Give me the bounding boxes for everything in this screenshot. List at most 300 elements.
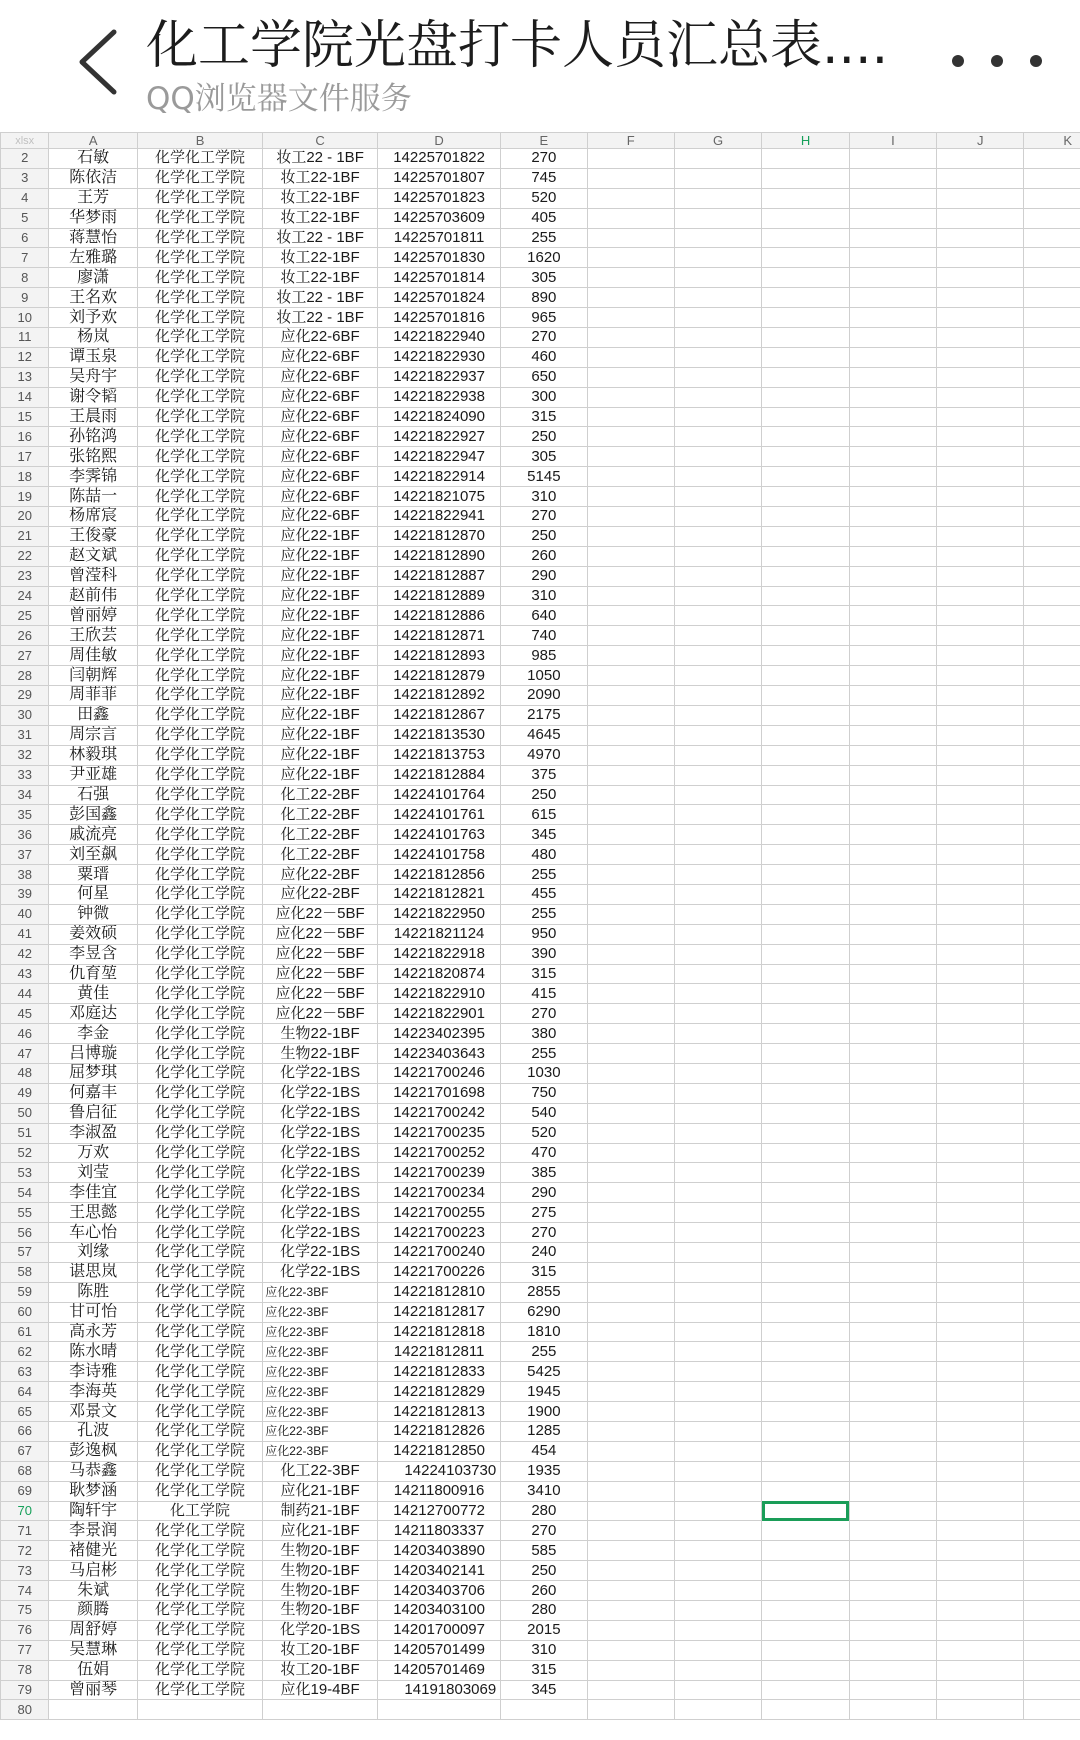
empty-cell[interactable] — [762, 1342, 849, 1362]
empty-cell[interactable] — [587, 188, 674, 208]
row-number[interactable]: 6 — [1, 228, 49, 248]
empty-cell[interactable] — [674, 1461, 761, 1481]
empty-cell[interactable] — [762, 447, 849, 467]
cell-class[interactable]: 妆工22-1BF — [263, 168, 378, 188]
cell-college[interactable]: 化学化工学院 — [137, 626, 262, 646]
cell-class[interactable]: 妆工22-1BF — [263, 188, 378, 208]
empty-cell[interactable] — [587, 944, 674, 964]
cell-college[interactable]: 化学化工学院 — [137, 1302, 262, 1322]
empty-cell[interactable] — [849, 347, 936, 367]
empty-cell[interactable] — [762, 1103, 849, 1123]
cell-name[interactable]: 田鑫 — [49, 705, 137, 725]
empty-cell[interactable] — [937, 1044, 1024, 1064]
cell-value[interactable]: 290 — [501, 1183, 587, 1203]
empty-cell[interactable] — [937, 805, 1024, 825]
empty-cell[interactable] — [587, 1581, 674, 1601]
empty-cell[interactable] — [849, 1223, 936, 1243]
cell-student-id[interactable]: 14221820874 — [377, 964, 500, 984]
empty-cell[interactable] — [1024, 1242, 1080, 1262]
empty-cell[interactable] — [762, 745, 849, 765]
empty-cell[interactable] — [587, 1501, 674, 1521]
cell-name[interactable]: 屈梦琪 — [49, 1063, 137, 1083]
cell-student-id[interactable]: 14221812870 — [377, 526, 500, 546]
cell-name[interactable]: 赵文斌 — [49, 546, 137, 566]
column-header[interactable]: K — [1024, 133, 1080, 149]
cell-value[interactable]: 520 — [501, 188, 587, 208]
cell-value[interactable]: 250 — [501, 1561, 587, 1581]
cell-college[interactable]: 化学化工学院 — [137, 1342, 262, 1362]
row-number[interactable]: 42 — [1, 944, 49, 964]
cell-class[interactable]: 应化22-1BF — [263, 606, 378, 626]
cell-student-id[interactable]: 14221822927 — [377, 427, 500, 447]
empty-cell[interactable] — [849, 646, 936, 666]
empty-cell[interactable] — [937, 845, 1024, 865]
cell-class[interactable]: 妆工22 - 1BF — [263, 149, 378, 169]
empty-cell[interactable] — [937, 1242, 1024, 1262]
cell-student-id[interactable]: 14221700235 — [377, 1123, 500, 1143]
cell-college[interactable]: 化学化工学院 — [137, 1481, 262, 1501]
empty-cell[interactable] — [849, 1024, 936, 1044]
column-header[interactable]: A — [49, 133, 137, 149]
cell-student-id[interactable]: 14205701469 — [377, 1660, 500, 1680]
cell-student-id[interactable]: 14221812821 — [377, 884, 500, 904]
empty-cell[interactable] — [587, 1103, 674, 1123]
empty-cell[interactable] — [1024, 208, 1080, 228]
cell-college[interactable]: 化学化工学院 — [137, 1163, 262, 1183]
cell-name[interactable]: 林毅琪 — [49, 745, 137, 765]
cell-name[interactable]: 姜效硕 — [49, 924, 137, 944]
cell-student-id[interactable]: 14225701814 — [377, 268, 500, 288]
cell-student-id[interactable]: 14221821124 — [377, 924, 500, 944]
empty-cell[interactable] — [762, 646, 849, 666]
empty-cell[interactable] — [937, 1620, 1024, 1640]
empty-cell[interactable] — [587, 467, 674, 487]
cell-class[interactable]: 应化22-6BF — [263, 507, 378, 527]
cell-college[interactable]: 化学化工学院 — [137, 1004, 262, 1024]
cell-student-id[interactable]: 14221812886 — [377, 606, 500, 626]
cell-value[interactable]: 585 — [501, 1541, 587, 1561]
cell-name[interactable]: 邓庭达 — [49, 1004, 137, 1024]
empty-cell[interactable] — [762, 1660, 849, 1680]
empty-cell[interactable] — [849, 1183, 936, 1203]
empty-cell[interactable] — [674, 845, 761, 865]
cell-value[interactable]: 270 — [501, 1521, 587, 1541]
cell-value[interactable]: 280 — [501, 1501, 587, 1521]
row-number[interactable]: 65 — [1, 1402, 49, 1422]
empty-cell[interactable] — [674, 168, 761, 188]
cell-class[interactable]: 应化22-1BF — [263, 745, 378, 765]
empty-cell[interactable] — [674, 686, 761, 706]
empty-cell[interactable] — [849, 208, 936, 228]
row-number[interactable]: 26 — [1, 626, 49, 646]
empty-cell[interactable] — [849, 1640, 936, 1660]
row-number[interactable]: 21 — [1, 526, 49, 546]
cell-name[interactable]: 李海英 — [49, 1382, 137, 1402]
cell-college[interactable]: 化学化工学院 — [137, 1262, 262, 1282]
empty-cell[interactable] — [1024, 705, 1080, 725]
empty-cell[interactable] — [674, 666, 761, 686]
empty-cell[interactable] — [849, 1302, 936, 1322]
row-number[interactable]: 3 — [1, 168, 49, 188]
cell-name[interactable]: 谢令韬 — [49, 387, 137, 407]
empty-cell[interactable] — [674, 308, 761, 328]
cell-student-id[interactable]: 14221824090 — [377, 407, 500, 427]
empty-cell[interactable] — [1024, 964, 1080, 984]
cell-college[interactable]: 化学化工学院 — [137, 984, 262, 1004]
cell-college[interactable]: 化学化工学院 — [137, 1063, 262, 1083]
cell-college[interactable]: 化学化工学院 — [137, 367, 262, 387]
cell-college[interactable]: 化学化工学院 — [137, 288, 262, 308]
cell-name[interactable]: 石强 — [49, 785, 137, 805]
cell-name[interactable]: 张铭熙 — [49, 447, 137, 467]
cell-student-id[interactable]: 14201700097 — [377, 1620, 500, 1640]
cell-name[interactable]: 杨席宸 — [49, 507, 137, 527]
empty-cell[interactable] — [937, 1342, 1024, 1362]
cell-name[interactable]: 谭玉泉 — [49, 347, 137, 367]
empty-cell[interactable] — [762, 845, 849, 865]
row-number[interactable]: 80 — [1, 1700, 49, 1720]
empty-cell[interactable] — [674, 1024, 761, 1044]
empty-cell[interactable] — [762, 1640, 849, 1660]
cell-name[interactable]: 王欣芸 — [49, 626, 137, 646]
empty-cell[interactable] — [1024, 248, 1080, 268]
cell-class[interactable]: 应化22-3BF — [263, 1342, 378, 1362]
empty-cell[interactable] — [1024, 1163, 1080, 1183]
empty-cell[interactable] — [937, 1282, 1024, 1302]
empty-cell[interactable] — [762, 328, 849, 348]
cell-student-id[interactable]: 14221822940 — [377, 328, 500, 348]
empty-cell[interactable] — [587, 666, 674, 686]
empty-cell[interactable] — [1024, 884, 1080, 904]
cell-college[interactable]: 化学化工学院 — [137, 427, 262, 447]
cell-college[interactable]: 化学化工学院 — [137, 646, 262, 666]
cell-value[interactable]: 2855 — [501, 1282, 587, 1302]
empty-cell[interactable] — [674, 1561, 761, 1581]
row-number[interactable]: 5 — [1, 208, 49, 228]
cell-college[interactable]: 化学化工学院 — [137, 964, 262, 984]
empty-cell[interactable] — [937, 586, 1024, 606]
cell-college[interactable]: 化工学院 — [137, 1501, 262, 1521]
cell-college[interactable]: 化学化工学院 — [137, 1083, 262, 1103]
empty-cell[interactable] — [587, 686, 674, 706]
cell-college[interactable]: 化学化工学院 — [137, 1382, 262, 1402]
empty-cell[interactable] — [1024, 805, 1080, 825]
empty-cell[interactable] — [849, 1660, 936, 1680]
row-number[interactable]: 59 — [1, 1282, 49, 1302]
cell-student-id[interactable]: 14221812879 — [377, 666, 500, 686]
empty-cell[interactable] — [762, 1402, 849, 1422]
row-number[interactable]: 2 — [1, 149, 49, 169]
cell-value[interactable]: 5145 — [501, 467, 587, 487]
empty-cell[interactable] — [674, 367, 761, 387]
cell-name[interactable]: 车心怡 — [49, 1223, 137, 1243]
cell-name[interactable]: 曾丽婷 — [49, 606, 137, 626]
cell-college[interactable]: 化学化工学院 — [137, 686, 262, 706]
cell-class[interactable]: 化学22-1BS — [263, 1223, 378, 1243]
row-number[interactable]: 68 — [1, 1461, 49, 1481]
empty-cell[interactable] — [937, 427, 1024, 447]
empty-cell[interactable] — [937, 924, 1024, 944]
empty-cell[interactable] — [674, 1581, 761, 1601]
empty-cell[interactable] — [937, 1302, 1024, 1322]
cell-class[interactable]: 应化22-1BF — [263, 626, 378, 646]
column-header[interactable]: C — [263, 133, 378, 149]
empty-cell[interactable] — [587, 1680, 674, 1700]
cell-name[interactable]: 王芳 — [49, 188, 137, 208]
empty-cell[interactable] — [849, 447, 936, 467]
cell-college[interactable]: 化学化工学院 — [137, 248, 262, 268]
cell-name[interactable]: 鲁启征 — [49, 1103, 137, 1123]
cell-student-id[interactable] — [377, 1700, 500, 1720]
empty-cell[interactable] — [849, 367, 936, 387]
cell-college[interactable]: 化学化工学院 — [137, 1541, 262, 1561]
empty-cell[interactable] — [762, 507, 849, 527]
cell-value[interactable]: 4645 — [501, 725, 587, 745]
empty-cell[interactable] — [762, 1441, 849, 1461]
cell-student-id[interactable]: 14211803337 — [377, 1521, 500, 1541]
row-number[interactable]: 79 — [1, 1680, 49, 1700]
cell-name[interactable]: 刘至飙 — [49, 845, 137, 865]
empty-cell[interactable] — [849, 1322, 936, 1342]
cell-student-id[interactable]: 14221812817 — [377, 1302, 500, 1322]
cell-student-id[interactable]: 14221812867 — [377, 705, 500, 725]
cell-name[interactable]: 谌思岚 — [49, 1262, 137, 1282]
cell-student-id[interactable]: 14212700772 — [377, 1501, 500, 1521]
empty-cell[interactable] — [849, 626, 936, 646]
cell-value[interactable]: 460 — [501, 347, 587, 367]
empty-cell[interactable] — [1024, 1561, 1080, 1581]
empty-cell[interactable] — [849, 328, 936, 348]
cell-name[interactable]: 李佳宜 — [49, 1183, 137, 1203]
empty-cell[interactable] — [937, 367, 1024, 387]
row-number[interactable]: 76 — [1, 1620, 49, 1640]
cell-college[interactable]: 化学化工学院 — [137, 1422, 262, 1442]
empty-cell[interactable] — [1024, 387, 1080, 407]
empty-cell[interactable] — [937, 1123, 1024, 1143]
empty-cell[interactable] — [1024, 447, 1080, 467]
empty-cell[interactable] — [1024, 507, 1080, 527]
cell-class[interactable]: 化学22-1BS — [263, 1203, 378, 1223]
cell-college[interactable]: 化学化工学院 — [137, 1223, 262, 1243]
cell-college[interactable]: 化学化工学院 — [137, 1402, 262, 1422]
cell-student-id[interactable]: 14221812813 — [377, 1402, 500, 1422]
cell-class[interactable]: 应化21-1BF — [263, 1521, 378, 1541]
empty-cell[interactable] — [587, 904, 674, 924]
column-header[interactable]: G — [674, 133, 761, 149]
cell-class[interactable]: 应化22-3BF — [263, 1282, 378, 1302]
empty-cell[interactable] — [849, 1541, 936, 1561]
empty-cell[interactable] — [674, 1282, 761, 1302]
empty-cell[interactable] — [937, 1441, 1024, 1461]
empty-cell[interactable] — [849, 1422, 936, 1442]
row-number[interactable]: 64 — [1, 1382, 49, 1402]
cell-name[interactable]: 耿梦涵 — [49, 1481, 137, 1501]
empty-cell[interactable] — [674, 944, 761, 964]
cell-class[interactable]: 生物20-1BF — [263, 1581, 378, 1601]
row-number[interactable]: 46 — [1, 1024, 49, 1044]
empty-cell[interactable] — [937, 1103, 1024, 1123]
empty-cell[interactable] — [849, 1123, 936, 1143]
cell-value[interactable]: 1810 — [501, 1322, 587, 1342]
empty-cell[interactable] — [937, 1362, 1024, 1382]
empty-cell[interactable] — [937, 168, 1024, 188]
empty-cell[interactable] — [762, 387, 849, 407]
cell-college[interactable]: 化学化工学院 — [137, 487, 262, 507]
empty-cell[interactable] — [1024, 865, 1080, 885]
empty-cell[interactable] — [674, 1044, 761, 1064]
row-number[interactable]: 13 — [1, 367, 49, 387]
cell-value[interactable]: 270 — [501, 507, 587, 527]
empty-cell[interactable] — [937, 1422, 1024, 1442]
empty-cell[interactable] — [674, 1103, 761, 1123]
cell-name[interactable]: 曾丽琴 — [49, 1680, 137, 1700]
cell-value[interactable]: 305 — [501, 447, 587, 467]
cell-value[interactable]: 290 — [501, 566, 587, 586]
cell-value[interactable]: 745 — [501, 168, 587, 188]
empty-cell[interactable] — [762, 964, 849, 984]
empty-cell[interactable] — [849, 1581, 936, 1601]
cell-student-id[interactable]: 14224103730 — [377, 1461, 500, 1481]
empty-cell[interactable] — [1024, 825, 1080, 845]
empty-cell[interactable] — [849, 1063, 936, 1083]
row-number[interactable]: 35 — [1, 805, 49, 825]
cell-value[interactable]: 2015 — [501, 1620, 587, 1640]
empty-cell[interactable] — [674, 288, 761, 308]
empty-cell[interactable] — [674, 1342, 761, 1362]
cell-student-id[interactable]: 14221822918 — [377, 944, 500, 964]
empty-cell[interactable] — [937, 1481, 1024, 1501]
empty-cell[interactable] — [937, 1262, 1024, 1282]
empty-cell[interactable] — [587, 1561, 674, 1581]
cell-student-id[interactable]: 14191803069 — [377, 1680, 500, 1700]
empty-cell[interactable] — [587, 1083, 674, 1103]
cell-value[interactable]: 1620 — [501, 248, 587, 268]
empty-cell[interactable] — [849, 507, 936, 527]
cell-student-id[interactable]: 14221812871 — [377, 626, 500, 646]
cell-student-id[interactable]: 14221812833 — [377, 1362, 500, 1382]
cell-name[interactable]: 王晨雨 — [49, 407, 137, 427]
empty-cell[interactable] — [587, 1422, 674, 1442]
empty-cell[interactable] — [674, 1620, 761, 1640]
cell-value[interactable]: 275 — [501, 1203, 587, 1223]
cell-college[interactable]: 化学化工学院 — [137, 1282, 262, 1302]
cell-name[interactable]: 陈水晴 — [49, 1342, 137, 1362]
empty-cell[interactable] — [587, 1481, 674, 1501]
row-number[interactable]: 15 — [1, 407, 49, 427]
empty-cell[interactable] — [674, 1521, 761, 1541]
cell-name[interactable]: 陶轩宇 — [49, 1501, 137, 1521]
empty-cell[interactable] — [1024, 1203, 1080, 1223]
empty-cell[interactable] — [674, 1262, 761, 1282]
cell-class[interactable]: 应化22-1BF — [263, 765, 378, 785]
empty-cell[interactable] — [937, 1203, 1024, 1223]
empty-cell[interactable] — [762, 805, 849, 825]
cell-class[interactable]: 应化22－5BF — [263, 1004, 378, 1024]
empty-cell[interactable] — [587, 785, 674, 805]
cell-student-id[interactable]: 14221813530 — [377, 725, 500, 745]
empty-cell[interactable] — [674, 1203, 761, 1223]
empty-cell[interactable] — [762, 1561, 849, 1581]
empty-cell[interactable] — [1024, 328, 1080, 348]
empty-cell[interactable] — [674, 765, 761, 785]
row-number[interactable]: 43 — [1, 964, 49, 984]
cell-name[interactable]: 左雅璐 — [49, 248, 137, 268]
empty-cell[interactable] — [1024, 1044, 1080, 1064]
empty-cell[interactable] — [674, 228, 761, 248]
empty-cell[interactable] — [674, 1083, 761, 1103]
cell-college[interactable]: 化学化工学院 — [137, 845, 262, 865]
row-number[interactable]: 77 — [1, 1640, 49, 1660]
row-number[interactable]: 48 — [1, 1063, 49, 1083]
empty-cell[interactable] — [1024, 1223, 1080, 1243]
cell-college[interactable]: 化学化工学院 — [137, 308, 262, 328]
cell-student-id[interactable]: 14221700239 — [377, 1163, 500, 1183]
empty-cell[interactable] — [849, 546, 936, 566]
cell-college[interactable]: 化学化工学院 — [137, 467, 262, 487]
empty-cell[interactable] — [937, 745, 1024, 765]
cell-value[interactable]: 5425 — [501, 1362, 587, 1382]
cell-value[interactable]: 315 — [501, 1660, 587, 1680]
cell-college[interactable]: 化学化工学院 — [137, 825, 262, 845]
cell-name[interactable]: 孔波 — [49, 1422, 137, 1442]
cell-name[interactable]: 华梦雨 — [49, 208, 137, 228]
row-number[interactable]: 19 — [1, 487, 49, 507]
empty-cell[interactable] — [849, 1620, 936, 1640]
empty-cell[interactable] — [1024, 1262, 1080, 1282]
cell-student-id[interactable]: 14203402141 — [377, 1561, 500, 1581]
cell-college[interactable]: 化学化工学院 — [137, 387, 262, 407]
cell-name[interactable]: 甘可怡 — [49, 1302, 137, 1322]
empty-cell[interactable] — [1024, 944, 1080, 964]
cell-college[interactable]: 化学化工学院 — [137, 1024, 262, 1044]
cell-college[interactable]: 化学化工学院 — [137, 805, 262, 825]
empty-cell[interactable] — [1024, 1282, 1080, 1302]
empty-cell[interactable] — [674, 1382, 761, 1402]
cell-class[interactable]: 化工22-2BF — [263, 845, 378, 865]
empty-cell[interactable] — [1024, 626, 1080, 646]
cell-name[interactable]: 刘缘 — [49, 1242, 137, 1262]
empty-cell[interactable] — [937, 288, 1024, 308]
empty-cell[interactable] — [674, 785, 761, 805]
empty-cell[interactable] — [937, 606, 1024, 626]
empty-cell[interactable] — [849, 1163, 936, 1183]
empty-cell[interactable] — [937, 566, 1024, 586]
more-button[interactable] — [952, 40, 1042, 82]
cell-college[interactable]: 化学化工学院 — [137, 1601, 262, 1621]
cell-class[interactable]: 应化22-1BF — [263, 686, 378, 706]
row-number[interactable]: 78 — [1, 1660, 49, 1680]
empty-cell[interactable] — [937, 1461, 1024, 1481]
cell-student-id[interactable]: 14221700226 — [377, 1262, 500, 1282]
cell-class[interactable]: 应化22-6BF — [263, 467, 378, 487]
empty-cell[interactable] — [762, 1541, 849, 1561]
cell-name[interactable]: 陈胜 — [49, 1282, 137, 1302]
empty-cell[interactable] — [849, 964, 936, 984]
empty-cell[interactable] — [762, 427, 849, 447]
cell-student-id[interactable]: 14203403100 — [377, 1601, 500, 1621]
cell-name[interactable]: 孙铭鸿 — [49, 427, 137, 447]
cell-college[interactable]: 化学化工学院 — [137, 705, 262, 725]
cell-college[interactable]: 化学化工学院 — [137, 208, 262, 228]
cell-college[interactable]: 化学化工学院 — [137, 1123, 262, 1143]
empty-cell[interactable] — [1024, 1322, 1080, 1342]
cell-name[interactable]: 吕博璇 — [49, 1044, 137, 1064]
cell-name[interactable]: 周宗言 — [49, 725, 137, 745]
empty-cell[interactable] — [674, 1143, 761, 1163]
cell-college[interactable]: 化学化工学院 — [137, 666, 262, 686]
cell-student-id[interactable]: 14224101763 — [377, 825, 500, 845]
empty-cell[interactable] — [587, 367, 674, 387]
